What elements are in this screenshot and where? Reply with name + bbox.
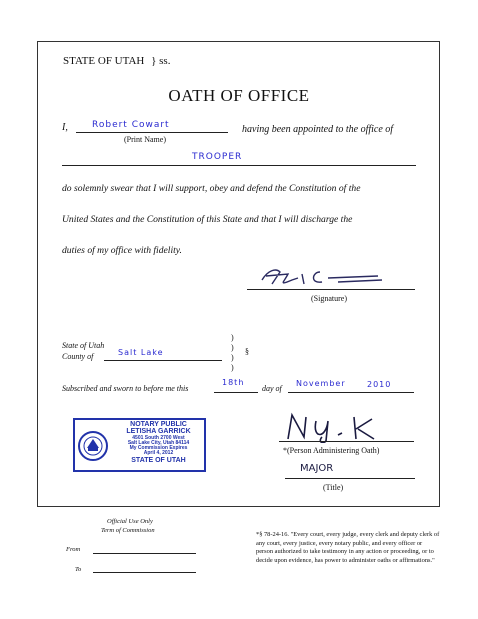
subscribed-year: 2010: [367, 380, 392, 389]
appointment-text: having been appointed to the office of: [242, 124, 394, 135]
stamp-line-4: Salt Lake City, Utah 84114: [127, 439, 190, 446]
venue-state: State of Utah: [62, 341, 105, 350]
printed-name: Robert Cowart: [92, 120, 170, 130]
subscribed-text: Subscribed and sworn to before me this: [62, 384, 189, 393]
oath-line-3: duties of my office with fidelity.: [62, 245, 182, 256]
to-line: [93, 572, 196, 573]
from-label: From: [66, 546, 81, 553]
title-handwritten: MAJOR: [300, 463, 334, 474]
oath-line-1: do solemnly swear that I will support, obey and defend the Constitution of the: [62, 183, 361, 194]
footnote: *§ 78-24-16. "Every court, every judge, every clerk and deputy clerk of any court, every justice, every notary public, and every officer or person authorized to take testimony in any action or proceeding, or to decide upon evidence, has power to administer oaths or affirmations.": [256, 531, 440, 564]
venue-brace: ) ) ) ): [231, 333, 234, 372]
stamp-text: [111, 421, 206, 464]
official-use-subheading: Term of Commission: [101, 527, 155, 534]
administering-line: [279, 441, 414, 442]
signature-mark: [258, 264, 388, 290]
title-label: (Title): [323, 483, 344, 492]
administering-label: *(Person Administering Oath): [283, 446, 380, 455]
office-line: [62, 165, 416, 166]
subscribed-day: 18th: [222, 378, 245, 387]
day-line: [214, 392, 258, 393]
ss-label: } ss.: [151, 55, 171, 67]
signature-label: (Signature): [311, 294, 347, 303]
stamp-line-2: LETISHA GARRICK: [126, 428, 191, 436]
i-prefix: I,: [62, 122, 68, 133]
title-line: [285, 478, 415, 479]
venue-county-label: County of: [62, 352, 94, 361]
day-of-label: day of: [262, 384, 282, 393]
stamp-line-1: NOTARY PUBLIC: [130, 421, 187, 428]
signature-line: [247, 289, 415, 290]
administering-signature-mark: [282, 411, 412, 443]
state-header: [63, 55, 170, 67]
stamp-line-6: April 4, 2012: [143, 450, 174, 457]
state-seal-icon: [78, 424, 108, 468]
print-name-label: (Print Name): [124, 135, 166, 144]
section-symbol: §: [245, 347, 249, 356]
oath-line-2: United States and the Constitution of this State and that I will discharge the: [62, 214, 353, 225]
page-title: OATH OF OFFICE: [168, 86, 310, 105]
stamp-line-5: My Commission Expires: [129, 445, 188, 452]
from-line: [93, 553, 196, 554]
office-handwritten: TROOPER: [192, 152, 243, 162]
to-label: To: [75, 566, 82, 573]
stamp-line-3: 4501 South 2700 West: [132, 434, 185, 441]
official-use-heading: Official Use Only: [107, 518, 153, 525]
state-label: STATE OF UTAH: [63, 55, 145, 67]
subscribed-month: November: [296, 379, 346, 388]
county-line: [104, 360, 222, 361]
name-line: [76, 132, 228, 133]
notary-stamp: [73, 418, 206, 472]
stamp-line-7: STATE OF UTAH: [131, 456, 186, 464]
venue-county-handwritten: Salt Lake: [118, 348, 164, 357]
date-line: [288, 392, 414, 393]
